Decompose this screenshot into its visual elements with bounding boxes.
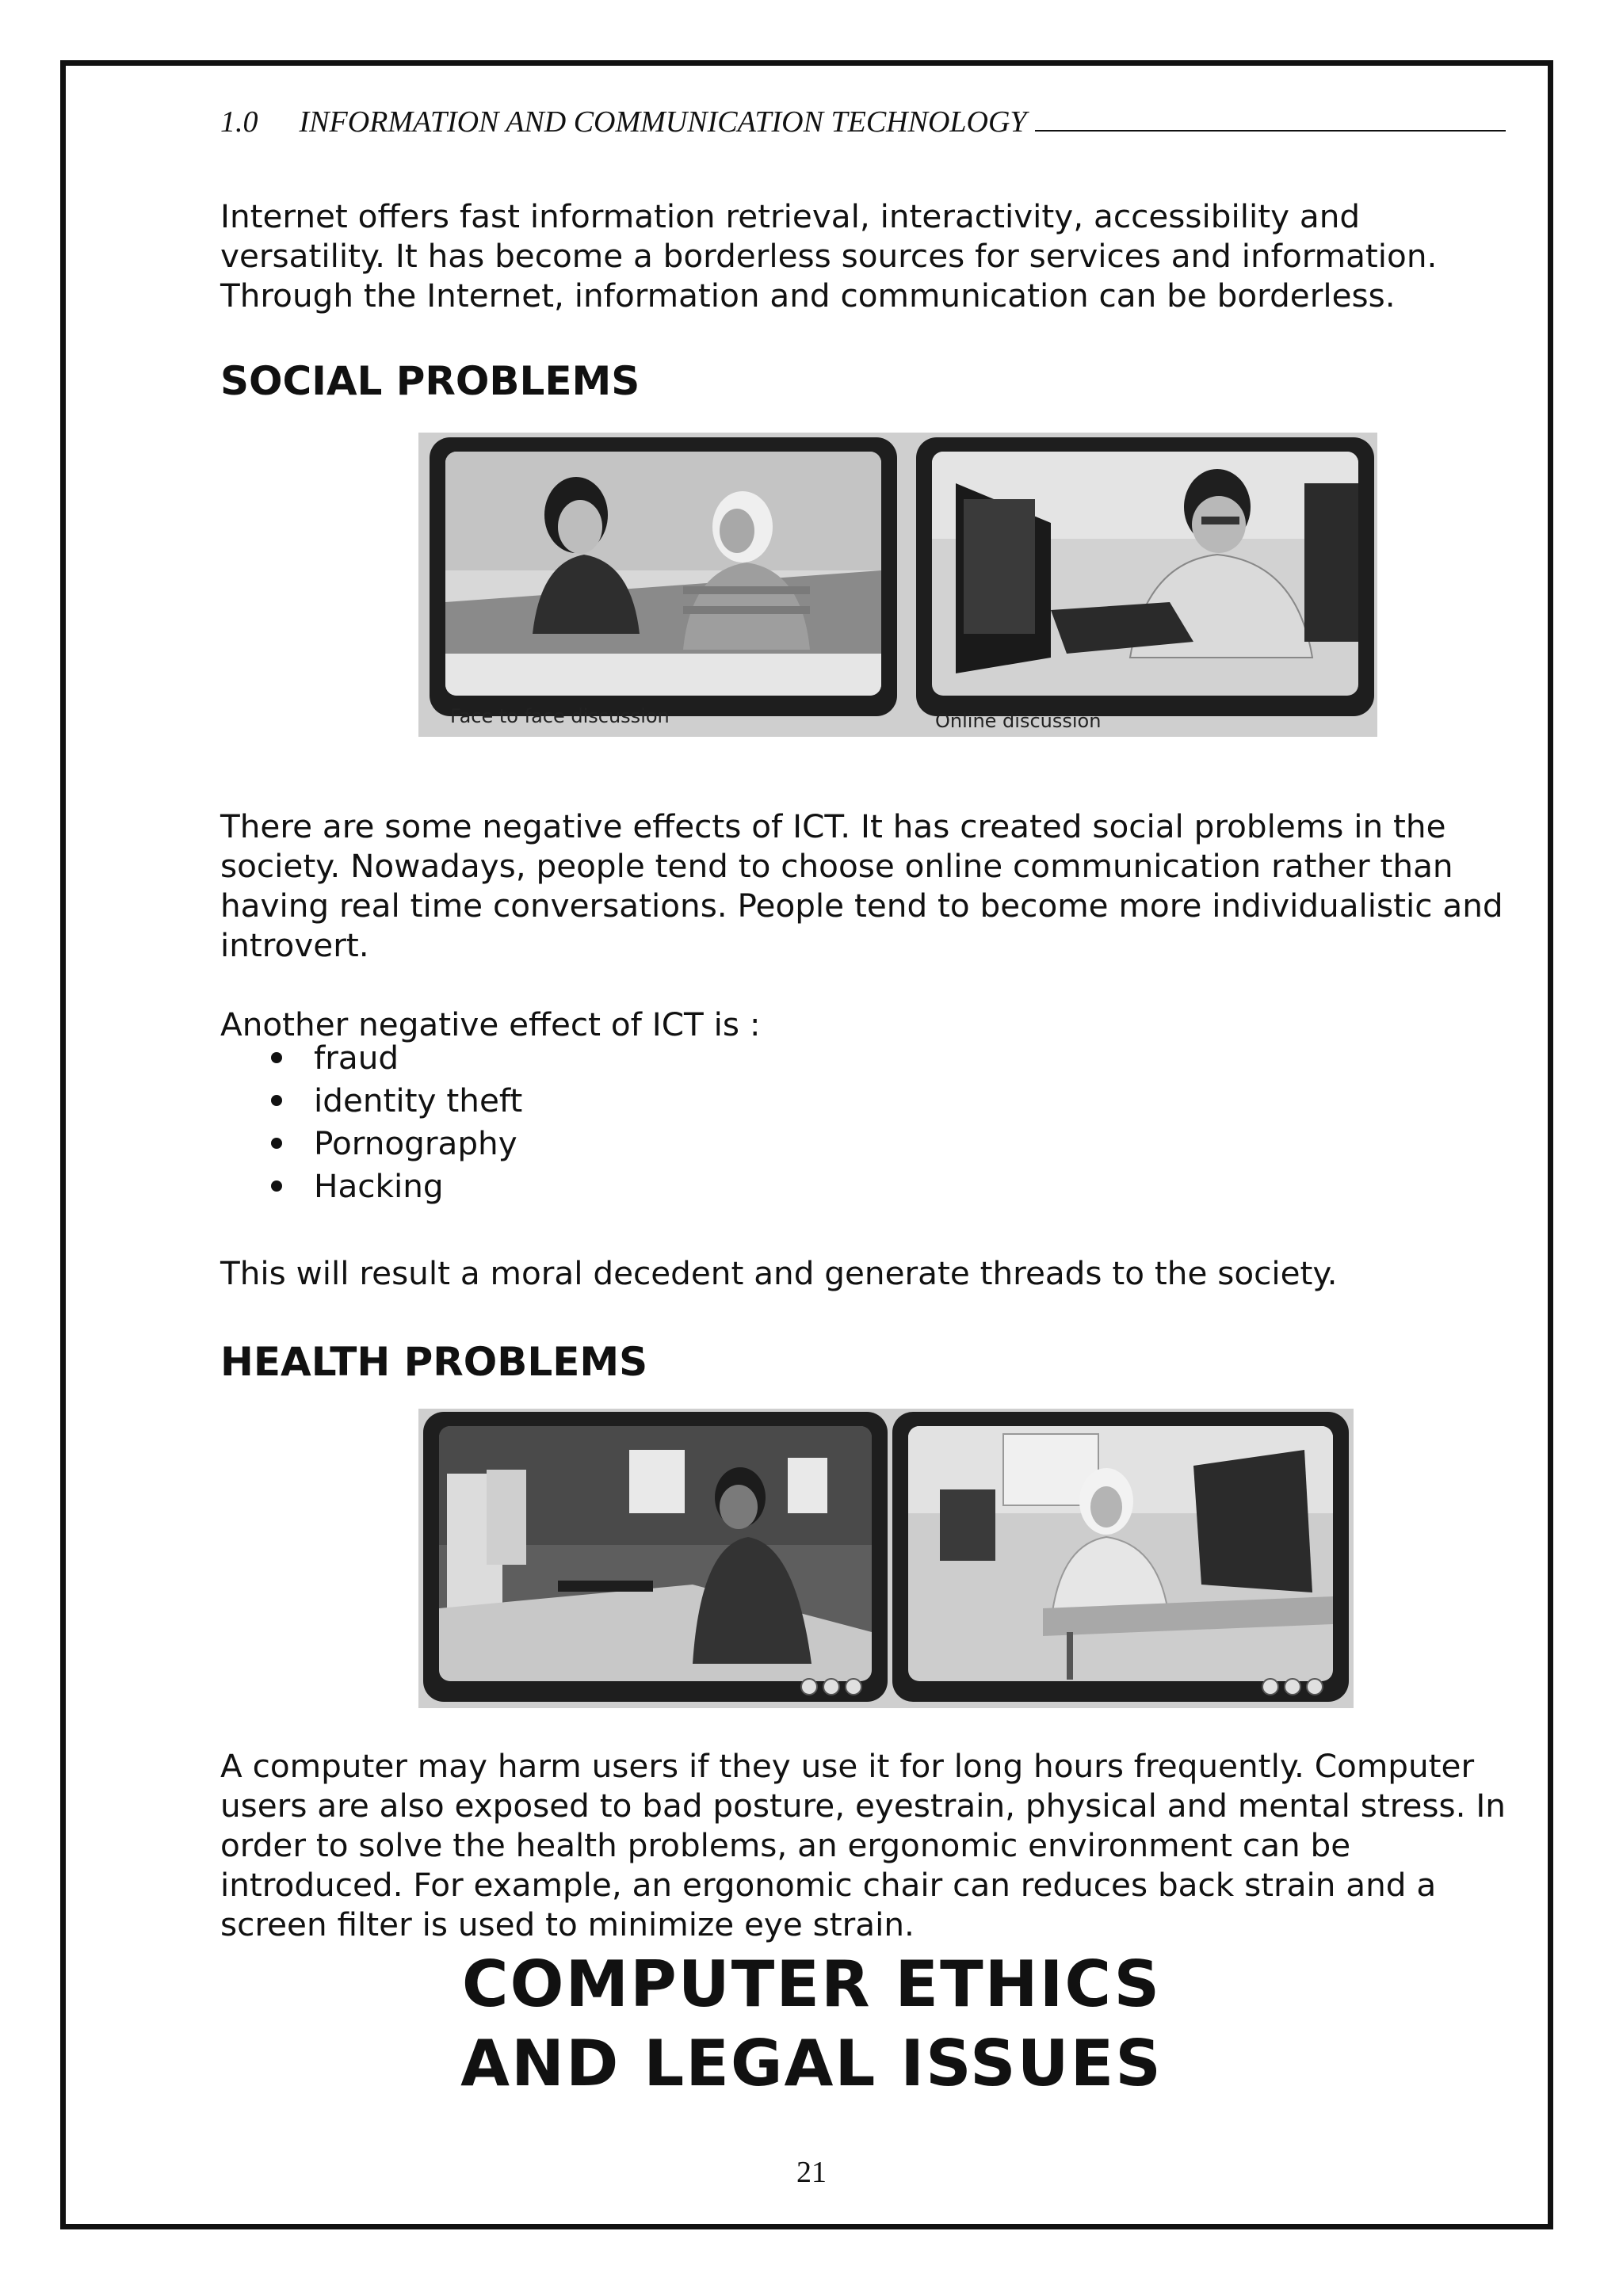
chapter-number: 1.0 xyxy=(220,105,258,139)
section-title-line-1: COMPUTER ETHICS xyxy=(461,1947,1162,2021)
forward-icon xyxy=(1306,1678,1323,1695)
bullet-icon xyxy=(271,1138,282,1149)
online-discussion-caption: Online discussion xyxy=(935,710,1102,732)
running-header xyxy=(220,100,1506,139)
online-discussion-photo xyxy=(916,437,1374,716)
forward-icon xyxy=(845,1678,862,1695)
social-problems-figure xyxy=(418,433,1377,737)
intro-paragraph: Internet offers fast information retrieval, interactivity, accessibility and versatility. It has become a borderless sources for services and information. Through the Internet, information and communication can be borderless. xyxy=(220,197,1438,315)
list-item: Hacking xyxy=(252,1165,522,1207)
chapter-title: INFORMATION AND COMMUNICATION TECHNOLOGY xyxy=(299,105,1027,139)
face-to-face-photo xyxy=(430,437,897,716)
social-problems-heading: SOCIAL PROBLEMS xyxy=(220,358,640,404)
social-closing-sentence: This will result a moral decedent and generate threads to the society. xyxy=(220,1254,1338,1292)
list-item: fraud xyxy=(252,1036,522,1079)
page-number: 21 xyxy=(796,2156,827,2189)
online-discussion-scene xyxy=(932,452,1358,696)
bullet-icon xyxy=(271,1095,282,1106)
list-item: identity theft xyxy=(252,1079,522,1122)
list-item: Pornography xyxy=(252,1122,522,1165)
negative-effects-list xyxy=(252,1036,522,1207)
bullet-icon xyxy=(271,1180,282,1192)
pause-icon xyxy=(823,1678,840,1695)
health-problems-heading: HEALTH PROBLEMS xyxy=(220,1339,648,1385)
face-to-face-caption: Face to face discussion xyxy=(450,705,670,727)
negative-effects-intro: Another negative effect of ICT is : xyxy=(220,1005,761,1043)
man-at-computer-photo xyxy=(423,1412,888,1702)
rewind-icon xyxy=(1262,1678,1279,1695)
header-rule xyxy=(1035,130,1506,132)
woman-at-computer-photo xyxy=(892,1412,1349,1702)
face-to-face-scene xyxy=(445,452,881,696)
bullet-icon xyxy=(271,1052,282,1063)
rewind-icon xyxy=(800,1678,818,1695)
woman-at-computer-scene xyxy=(908,1426,1333,1681)
pause-icon xyxy=(1284,1678,1301,1695)
man-at-computer-scene xyxy=(439,1426,872,1681)
section-title-line-2: AND LEGAL ISSUES xyxy=(460,2027,1163,2100)
health-problems-paragraph: A computer may harm users if they use it for long hours frequently. Computer users are also exposed to bad posture, eyestrain, physical and mental stress. In order to solve the health problems, an ergonomic environment can be introduced. For example, an ergonomic chair can reduces back strain and a screen filter is used to minimize eye strain. xyxy=(220,1747,1506,1943)
social-problems-paragraph: There are some negative effects of ICT. It has created social problems in the society. Nowadays, people tend to choose online communication rather than having real time conversations. People tend to become more individualistic and introvert. xyxy=(220,807,1503,964)
health-problems-figure xyxy=(418,1409,1354,1708)
